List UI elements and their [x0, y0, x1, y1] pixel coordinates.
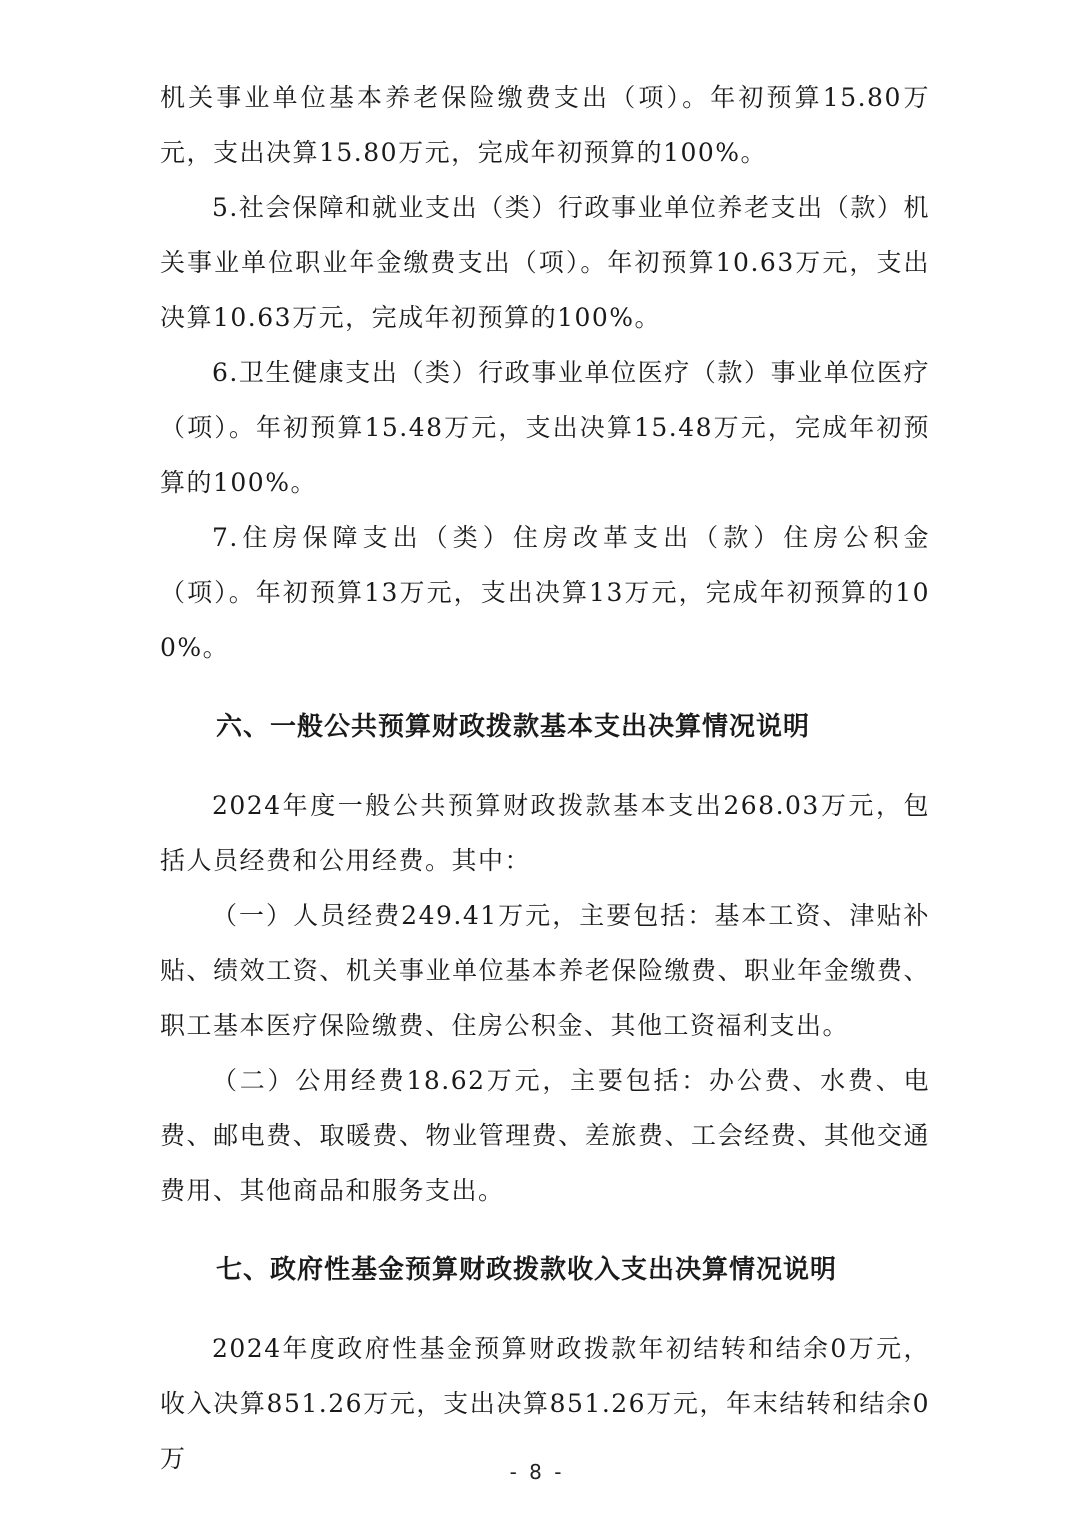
section-6-intro: 2024年度一般公共预算财政拨款基本支出268.03万元，包括人员经费和公用经费。其中： [160, 791, 930, 875]
section-6-public-expenses: （二）公用经费18.62万元，主要包括：办公费、水费、电费、邮电费、取暖费、物业管理费、差旅费、工会经费、其他交通费用、其他商品和服务支出。 [160, 1066, 930, 1205]
paragraph-item-5: 5.社会保障和就业支出（类）行政事业单位养老支出（款）机关事业单位职业年金缴费支出（项）。年初预算10.63万元，支出决算10.63万元，完成年初预算的100%。 [160, 193, 930, 332]
document-body [160, 70, 930, 1486]
section-6-heading: 六、一般公共预算财政拨款基本支出决算情况说明 [216, 712, 811, 742]
paragraph-item-6: 6.卫生健康支出（类）行政事业单位医疗（款）事业单位医疗（项）。年初预算15.48万元，支出决算15.48万元，完成年初预算的100%。 [160, 358, 930, 497]
spacer [160, 755, 930, 778]
spacer [160, 1218, 930, 1243]
page-number: - 8 - [509, 1460, 565, 1484]
section-6-personnel-expenses: （一）人员经费249.41万元，主要包括：基本工资、津贴补贴、绩效工资、机关事业单位基本养老保险缴费、职业年金缴费、职工基本医疗保险缴费、住房公积金、其他工资福利支出。 [160, 901, 930, 1040]
spacer [160, 1298, 930, 1321]
paragraph-continuation: 机关事业单位基本养老保险缴费支出（项）。年初预算15.80万元，支出决算15.80万元，完成年初预算的100%。 [160, 83, 930, 167]
section-7-intro: 2024年度政府性基金预算财政拨款年初结转和结余0万元，收入决算851.26万元，支出决算851.26万元，年末结转和结余0万 [160, 1334, 930, 1473]
paragraph-item-7: 7.住房保障支出（类）住房改革支出（款）住房公积金（项）。年初预算13万元，支出决算13万元，完成年初预算的100%。 [160, 523, 930, 662]
spacer [160, 675, 930, 700]
section-7-heading: 七、政府性基金预算财政拨款收入支出决算情况说明 [216, 1255, 838, 1285]
